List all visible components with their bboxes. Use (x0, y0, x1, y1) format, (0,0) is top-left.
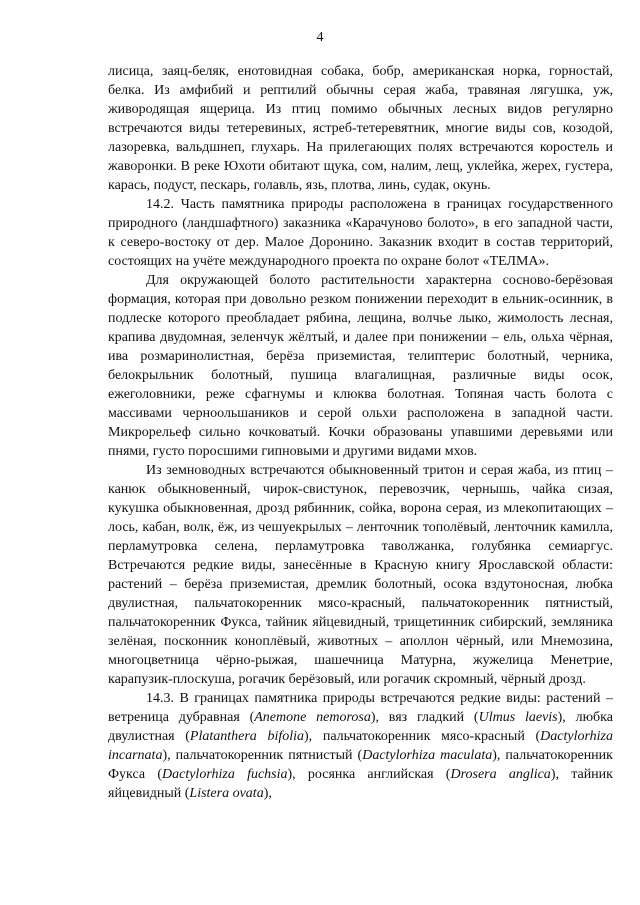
latin-name: Dactylorhiza incarnata (108, 729, 613, 763)
latin-name: Listera ovata (189, 786, 264, 801)
latin-name: Anemone nemorosa (254, 710, 371, 725)
paragraph-text-segment: ), росянка английская ( (287, 767, 451, 782)
paragraph-text-segment: ), пальчатокоренник пятнистый ( (162, 748, 363, 763)
latin-name: Dactylorhiza fuchsia (162, 767, 288, 782)
paragraph-animals: Из земноводных встречаются обыкновенный тритон и серая жаба, из птиц – канюк обыкновенный, чирок-свистунок, перевозчик, чернышь, чайка сизая, кукушка обыкновенная, дрозд рябинник, сойка, ворона серая, из млекопитающих – лось, кабан, волк, ёж, из чешуекрылых – ленточник тополёвый, ленточник камилла, перламутровка селена, перламутровка таволжанка, голубянка семиаргус. Встречаются редкие виды, занесённые в Красную книгу Ярославской области: растений – берёза приземистая, дремлик болотный, осока вздутоносная, любка двулистная, пальчатокоренник мясо-красный, пальчатокоренник пятнистый, пальчатокоренник Фукса, тайник яйцевидный, трищетинник сибирский, земляника зелёная, посконник коноплёвый, животных – аполлон чёрный, или Мнемозина, многоцветница чёрно-рыжая, шашечница Матурна, жужелица Менетрие, карапузик-плоскуша, рогачик берёзовый, или рогачик скромный, чёрный дрозд. (108, 463, 613, 687)
paragraph-text-segment: ), пальчатокоренник мясо-красный ( (304, 729, 541, 744)
latin-name: Dactylorhiza maculata (362, 748, 493, 763)
latin-name: Ulmus laevis (478, 710, 558, 725)
paragraph-text-segment: ), тайник яйцевидный ( (108, 767, 613, 801)
page-number: 4 (316, 30, 324, 45)
paragraph-text-segment: ), вяз гладкий ( (370, 710, 479, 725)
latin-name: Drosera anglica (450, 767, 551, 782)
paragraph-text-segment: ), (263, 786, 272, 801)
paragraph-14-3 (108, 689, 613, 803)
document-body (108, 62, 613, 803)
paragraph-text-segment: ), пальчатокоренник Фукса ( (108, 748, 613, 782)
paragraph-vegetation: Для окружающей болото растительности характерна сосново-берёзовая формация, которая при довольно резком понижении переходит в ельник-осинник, в подлеске которого преобладает рябина, лещина, волчье лыко, жимолость лесная, крапива двудомная, зеленчук жёлтый, и далее при понижении – ель, ольха чёрная, ива розмаринолистная, берёза приземистая, телиптерис болотный, черника, белокрыльник болотный, пушица влагалищная, различные виды осок, ежеголовники, реже сфагнумы и клюква болотная. Топяная часть болота с массивами черноольшаников и серой ольхи расположена в западной части. Микрорельеф сильно кочковатый. Кочки образованы упавшими деревьями или пнями, густо поросшими гипновыми и другими видами мхов. (108, 273, 613, 459)
paragraph-text-segment: 14.3. В границах памятника природы встречаются редкие виды: растений – ветреница дубравная ( (108, 691, 613, 725)
paragraph-14-2: 14.2. Часть памятника природы расположена в границах государственного природного (ландшафтного) заказника «Карачуново болото», в его западной части, к северо-востоку от дер. Малое Доронино. Заказник входит в состав территорий, состоящих на учёте международного проекта по охране болот «ТЕЛМА». (108, 197, 613, 269)
latin-name: Platanthera bifolia (189, 729, 305, 744)
paragraph-text-segment: ), любка двулистная ( (108, 710, 613, 744)
paragraph-fauna: лисица, заяц-беляк, енотовидная собака, бобр, американская норка, горностай, белка. Из амфибий и рептилий обычны серая жаба, травяная лягушка, уж, живородящая ящерица. Из птиц помимо обычных лесных видов регулярно встречаются виды тетеревиных, ястреб-тетеревятник, многие виды сов, козодой, лазоревка, вальдшнеп, глухарь. На прилегающих полях встречаются коростель и жаворонки. В реке Юхоти обитают щука, сом, налим, лещ, уклейка, жерех, густера, карась, подуст, пескарь, голавль, язь, плотва, линь, судак, окунь. (108, 64, 613, 193)
